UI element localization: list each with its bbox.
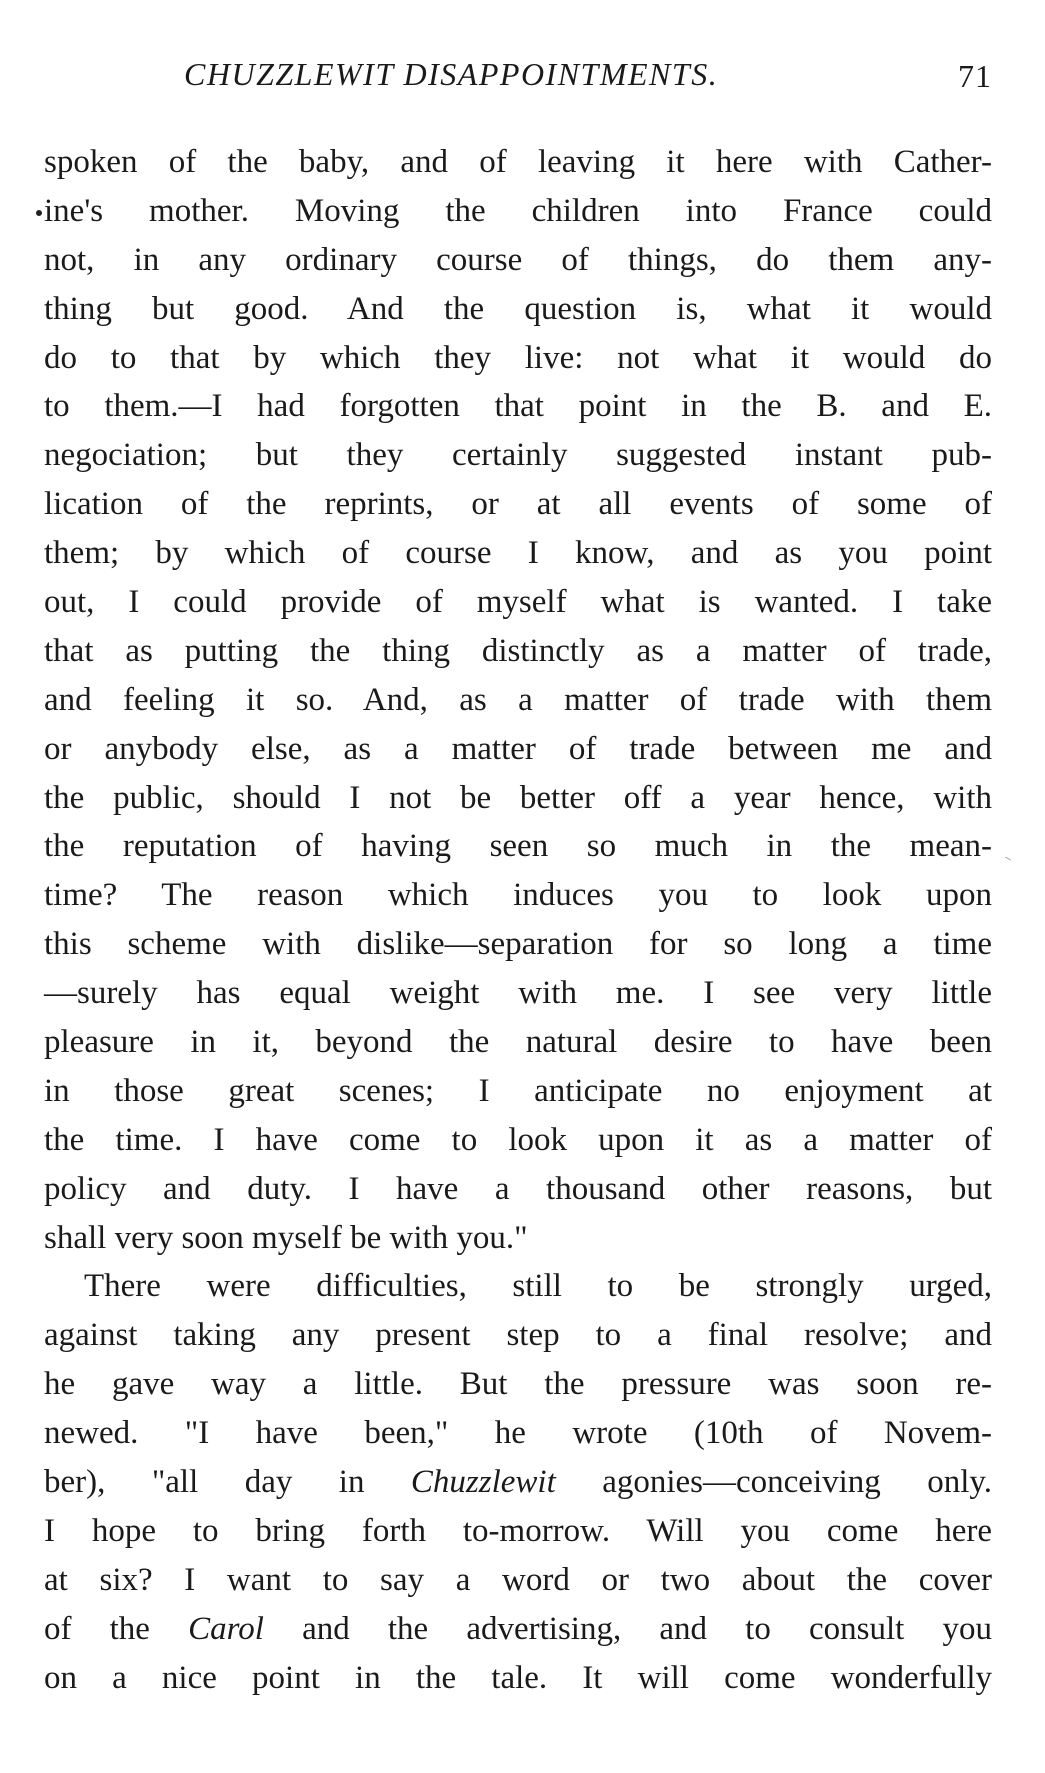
paragraph-2 <box>44 1262 992 1702</box>
text-line: against taking any present step to a final resolve; and <box>44 1317 992 1354</box>
text-line: lication of the reprints, or at all events of some of <box>44 486 992 523</box>
text-line: policy and duty. I have a thousand other reasons, but <box>44 1170 992 1207</box>
text-line: that as putting the thing distinctly as a matter of trade, <box>44 632 992 669</box>
margin-tick-icon <box>1005 857 1011 861</box>
text-line: to them.—I had forgotten that point in the B. and E. <box>44 388 992 425</box>
text-line: them; by which of course I know, and as you point <box>44 535 992 572</box>
text-line <box>44 1605 992 1654</box>
text-line: or anybody else, as a matter of trade between me and <box>44 730 992 767</box>
text-line: ine's mother. Moving the children into France could <box>44 192 992 229</box>
text-line: spoken of the baby, and of leaving it here with Cather- <box>44 144 992 180</box>
text-run: of the <box>44 1610 189 1647</box>
text-line: the time. I have come to look upon it as a matter of <box>44 1121 992 1158</box>
text-line: out, I could provide of myself what is wanted. I take <box>44 584 992 621</box>
paragraph-1 <box>44 138 992 1262</box>
text-line: not, in any ordinary course of things, do them any- <box>44 241 992 278</box>
text-line: negociation; but they certainly suggested instant pub- <box>44 437 992 474</box>
text-run: agonies—conceiving only. <box>555 1464 992 1501</box>
text-line: the public, should I not be better off a year hence, with <box>44 779 992 816</box>
text-line: —surely has equal weight with me. I see very little <box>44 975 992 1012</box>
text-line: and feeling it so. And, as a matter of trade with them <box>44 681 992 718</box>
text-line: pleasure in it, beyond the natural desire to have been <box>44 1024 992 1061</box>
text-run: and the advertising, and to consult you <box>263 1610 992 1647</box>
text-line: There were difficulties, still to be strongly urged, <box>84 1268 992 1305</box>
running-title: CHUZZLEWIT DISAPPOINTMENTS. <box>184 56 719 92</box>
margin-mark-icon <box>36 210 42 216</box>
text-line: at six? I want to say a word or two about the cover <box>44 1561 992 1598</box>
text-line: I hope to bring forth to-morrow. Will you come here <box>44 1512 992 1549</box>
text-line: thing but good. And the question is, what it would <box>44 290 992 327</box>
text-line: this scheme with dislike—separation for so long a time <box>44 926 992 963</box>
text-line: do to that by which they live: not what it would do <box>44 339 992 376</box>
text-line: the reputation of having seen so much in the mean- <box>44 828 992 865</box>
text-line: he gave way a little. But the pressure was soon re- <box>44 1366 992 1403</box>
page-number: 71 <box>958 58 992 94</box>
text-run: ber), "all day in <box>44 1464 411 1501</box>
text-line: time? The reason which induces you to look upon <box>44 877 992 914</box>
italic-title: Chuzzlewit <box>410 1464 556 1501</box>
text-line: shall very soon myself be with you." <box>44 1219 528 1256</box>
italic-title: Carol <box>188 1610 264 1647</box>
text-line <box>44 1458 992 1507</box>
running-head <box>44 56 992 100</box>
text-line: in those great scenes; I anticipate no enjoyment at <box>44 1072 992 1109</box>
body-text <box>44 138 992 1703</box>
text-line: newed. "I have been," he wrote (10th of Novem- <box>44 1415 992 1452</box>
text-line: on a nice point in the tale. It will come wonderfully <box>44 1659 992 1696</box>
